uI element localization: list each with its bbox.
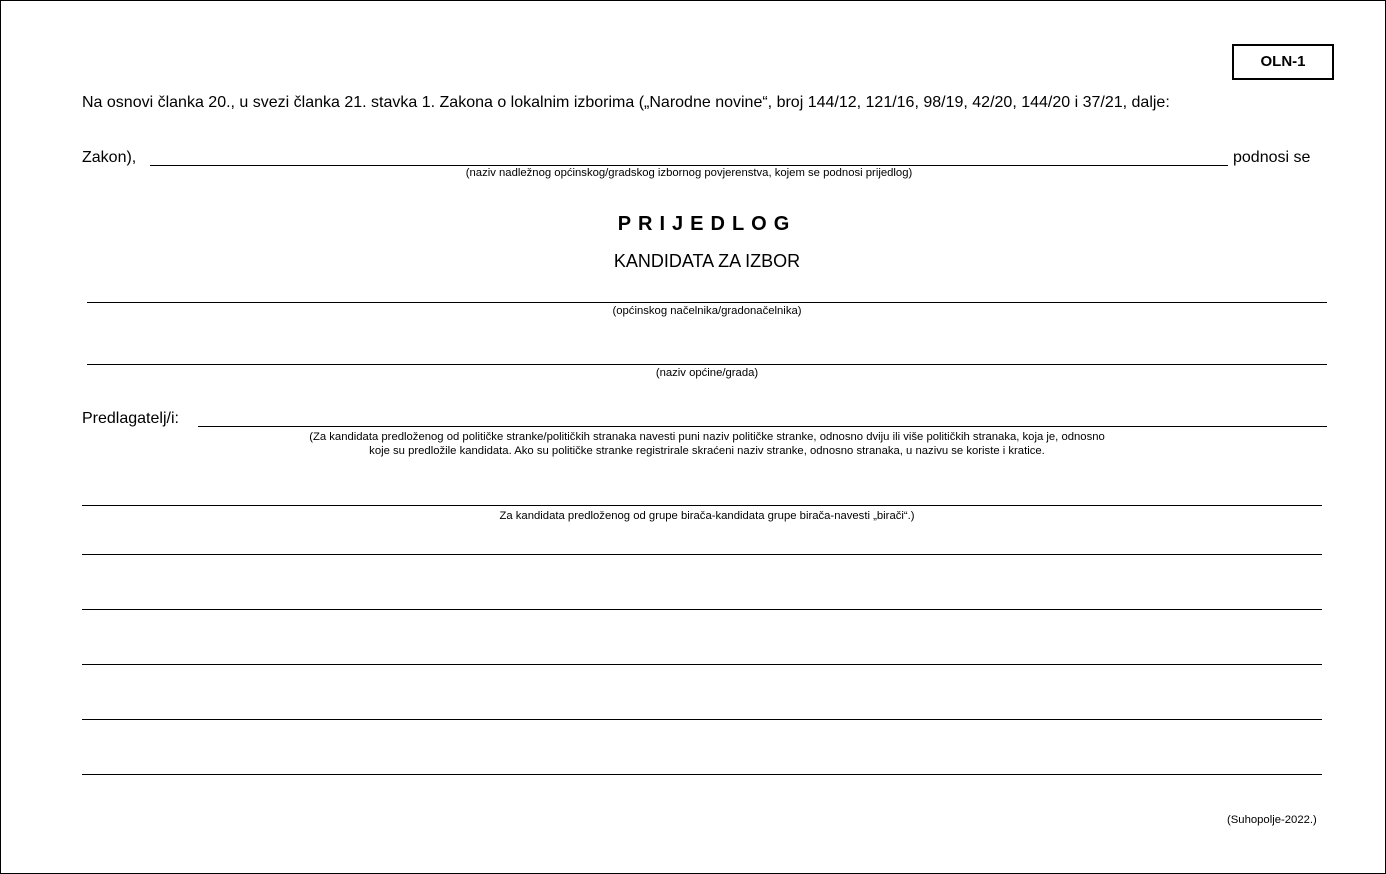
- proposer-hint-line-1: (Za kandidata predloženog od političke stranke/političkih stranaka navesti puni naziv političke stranke, odnosno dviju ili više političkih stranaka, koja je, odnosno: [309, 431, 1105, 443]
- intro-line-1: Na osnovi članka 20., u svezi članka 21. stavka 1. Zakona o lokalnim izborima („Narodne novine“, broj 144/12, 121/16, 98/19, 42/20, 144/20 i 37/21, dalje:: [82, 94, 1170, 111]
- proposer-field[interactable]: [198, 426, 1327, 427]
- municipality-field[interactable]: [87, 364, 1327, 365]
- proposer-line-2[interactable]: [82, 554, 1322, 555]
- office-hint: (općinskog načelnika/gradonačelnika): [612, 305, 802, 317]
- proposer-label: Predlagatelj/i:: [82, 410, 179, 427]
- form-code-box: OLN-1: [1232, 44, 1334, 80]
- proposer-hint-line-2: koje su predložile kandidata. Ako su političke stranke registrirale skraćeni naziv stranke, odnosno stranaka, u nazivu se koriste i kratice.: [369, 445, 1045, 457]
- document-title: PRIJEDLOG: [617, 213, 797, 235]
- proposer-line-6[interactable]: [82, 774, 1322, 775]
- proposer-line-1[interactable]: [82, 505, 1322, 506]
- document-subtitle: KANDIDATA ZA IZBOR: [613, 251, 801, 271]
- voters-hint: Za kandidata predloženog od grupe birača-kandidata grupe birača-navesti „birači“.): [499, 510, 915, 522]
- proposer-line-5[interactable]: [82, 719, 1322, 720]
- proposer-line-4[interactable]: [82, 664, 1322, 665]
- candidate-office-field[interactable]: [87, 302, 1327, 303]
- proposer-line-3[interactable]: [82, 609, 1322, 610]
- commission-name-field[interactable]: [150, 165, 1228, 166]
- intro-line-2-suffix: podnosi se: [1233, 149, 1311, 166]
- intro-line-2-prefix: Zakon),: [82, 149, 137, 166]
- commission-hint: (naziv nadležnog općinskog/gradskog izbornog povjerenstva, kojem se podnosi prijedlog): [465, 167, 913, 179]
- municipality-hint: (naziv općine/grada): [655, 367, 759, 379]
- footer-note: (Suhopolje-2022.): [1227, 814, 1317, 826]
